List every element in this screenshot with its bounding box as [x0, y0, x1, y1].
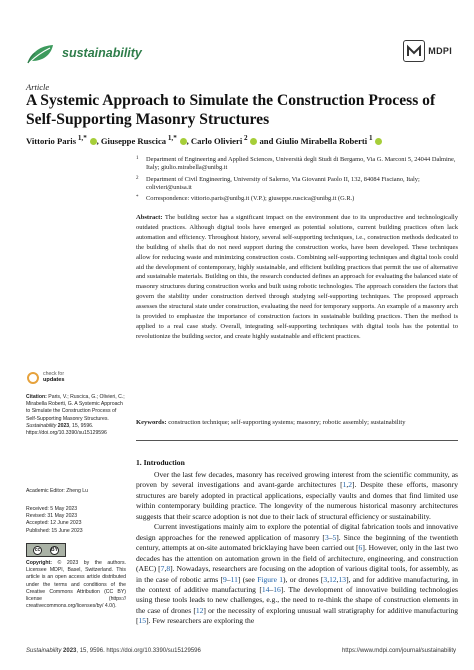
citation-text: Paris, V.; Ruscica, G.; Olivieri, C.; Mirabella Roberti, G. A Systemic Approach to Simulate the Construction Process of Self-Supporting Masonry Structures.: [26, 394, 125, 422]
keywords: [136, 418, 458, 427]
citation-link[interactable]: 16: [273, 584, 281, 594]
abstract-label: Abstract:: [136, 214, 163, 221]
footer-citation: [26, 648, 201, 654]
body-text: ), or drones [: [283, 574, 324, 584]
journal-logo[interactable]: [26, 42, 142, 64]
author-mark: 1,*: [76, 134, 89, 142]
article-title: A Systemic Approach to Simulate the Construction Process of Self-Supporting Masonry Structures: [26, 92, 436, 128]
leaf-icon: [26, 42, 56, 64]
body-text: ]. Since the beginning of the twentieth century, attempts at on-site automated bricklaying have been carried out [: [136, 532, 459, 553]
author-name[interactable]: Giuseppe Ruscica: [100, 135, 167, 146]
citation-link[interactable]: Figure 1: [257, 574, 284, 584]
affiliation: [136, 156, 456, 173]
date-revised: Revised: 31 May 2023: [26, 513, 78, 520]
body-text: –: [269, 584, 274, 594]
author-name[interactable]: Carlo Olivieri: [190, 135, 243, 146]
orcid-icon[interactable]: [90, 138, 97, 145]
citation-link[interactable]: 6: [358, 543, 363, 553]
keywords-label: Keywords:: [136, 419, 167, 426]
publisher-logo[interactable]: [403, 40, 452, 62]
citation-link[interactable]: 15: [138, 616, 147, 626]
check-for-updates[interactable]: [27, 372, 64, 384]
check-updates-line1: check for: [43, 371, 65, 378]
body-text: Over the last few decades, masonry has received growing interest from the scientific community, as proven by several investigations and avant-garde architectures [: [136, 470, 458, 490]
body-text: ]. However, only in the last two decades has the attention on automation grown in the field of architecture, engineering, and construction (AEC) [: [136, 543, 458, 574]
paragraph: [136, 470, 458, 522]
body-text: ] or the necessity of exploring unusual wall stratigraphy for additive manufacturing [: [136, 605, 458, 626]
body-text: ]. Nowadays, researchers are focusing on the adoption of various digital tools, for assembly, as in the case of robotic arms [: [136, 564, 458, 584]
divider: [136, 440, 458, 441]
affiliation-text: Department of Civil Engineering, University of Salerno, Via Giovanni Paolo II, 132, 84084 Fisciano, Italy; colivieri@unisa.it: [146, 175, 420, 191]
date-published: Published: 15 June 2023: [26, 527, 83, 534]
abstract-text: The building sector has a significant impact on the environment due to its unproductive and technologically outdated practices. Although digital tools have emerged as potential solutions, current building practices often lack automation and efficiency. Throughout history, several self-supporting techniques, i.e., construction methods dedicated to the building of shells that do not need support during the construction works, have been developed. These techniques allow for reducing waste and minimizing construction costs. Combining self-supporting techniques and digital tools could aid the development of contemporary, highly sustainable, and efficient building practices that permit the use of alternative and sustainable materials. Building on this, the research conducted defines an approach for evaluating the balanced state of masonry structures during construction works and built using robotic technologies. The approach considers the factors that govern the stability under construction derived through studying self-supporting techniques. The proposed approach assesses the structural state under construction, evaluating the need for temporary supports. An example of a masonry arch is provided to emphasize the importance of construction factors in sustainable building practices. Then the method is applied to a real case study. Overall, integrating self-supporting techniques with digital tools has the potential to revolutionize the building sector, and create highly sustainable and efficient practices.: [136, 214, 458, 340]
citation-doi[interactable]: , 15, 9596. https://doi.org/10.3390/su15129596: [26, 422, 107, 437]
body-text: Current investigations mainly aim to explore the potential of digital fabrication tools and innovative design approaches for the renewed application of masonry [: [136, 522, 458, 542]
keywords-text: construction technique; self-supporting systems; masonry; robotic assembly; sustainability: [168, 419, 406, 426]
affiliations: [136, 156, 456, 206]
date-accepted: Accepted: 12 June 2023: [26, 520, 82, 527]
citation-link[interactable]: 12: [195, 605, 204, 615]
copyright-label: Copyright:: [26, 560, 52, 566]
academic-editor: Academic Editor: Zheng Lu: [26, 488, 89, 494]
citation-link[interactable]: 1: [342, 480, 347, 490]
body-text: ]. Despite these efforts, masonry structures are barely adopted in practical applications, especially vaults and domes that find limited use within contemporary building practice. The longevity of the numerous historical masonry architectures suggests that their scarce adoption is not due to their lack of structural efficiency or sustainability.: [136, 480, 458, 521]
affiliation-mark: *: [136, 195, 139, 201]
citation-link[interactable]: 12: [329, 574, 337, 584]
section-heading: 1. Introduction: [136, 458, 185, 467]
body-text: ], and for additive manufacturing, in the context of additive manufacturing [: [136, 574, 458, 594]
affiliation-mark: 1: [136, 156, 139, 161]
citation-link[interactable]: 9: [223, 574, 227, 584]
body-text: ,: [164, 564, 167, 574]
author-separator: ,: [96, 135, 101, 146]
body-text: ]. The development of innovative building technologies using these tools leads to new challenges, e.g., the need to re-think the shape of construction elements in the case of drones [: [136, 584, 458, 615]
footer-year: 2023: [63, 648, 77, 654]
body-text: ]. Few researchers are exploring the: [146, 616, 255, 626]
body-text: ,: [327, 574, 330, 584]
author-mark: 1,*: [166, 134, 179, 142]
check-updates-icon: [27, 372, 39, 384]
author-name[interactable]: Vittorio Paris: [26, 135, 77, 146]
check-updates-line2: updates: [43, 377, 65, 383]
body-text: –: [328, 532, 333, 542]
citation-label: Citation:: [26, 394, 47, 400]
author-list: [26, 134, 456, 146]
citation-link[interactable]: 3: [323, 574, 328, 584]
page-footer: [26, 648, 456, 654]
correspondence: [136, 195, 456, 203]
copyright-block: [26, 543, 126, 610]
date-received: Received: 5 May 2023: [26, 506, 78, 512]
affiliation-text: Department of Engineering and Applied Sciences, Università degli Studi di Bergamo, Via G. Marconi 5, 24044 Dalmine, Italy; giulio.mirabella@unibg.it: [146, 156, 456, 172]
by-icon: BY: [51, 546, 58, 553]
author-mark: 2: [242, 134, 250, 142]
paragraph: [136, 522, 458, 627]
mdpi-icon: [403, 40, 425, 62]
copyright-text: © 2023 by the authors. Licensee MDPI, Basel, Switzerland. This article is an open access article distributed under the terms and conditions of the Creative Commons Attribution (CC BY) license (https:// creativecommons.org/licenses/by/ 4.0/).: [26, 560, 126, 610]
author-separator: and: [257, 135, 276, 146]
introduction-body: [136, 470, 458, 627]
cc-icon: cc: [34, 546, 41, 553]
publication-dates: [26, 506, 126, 535]
footer-url[interactable]: https://www.mdpi.com/journal/sustainability: [341, 648, 456, 654]
citation-link[interactable]: 5: [332, 532, 337, 542]
citation-link[interactable]: 14: [261, 584, 270, 594]
citation-journal: Sustainability: [26, 422, 57, 429]
orcid-icon[interactable]: [180, 138, 187, 145]
article-type: Article: [26, 82, 50, 92]
citation-link[interactable]: 8: [166, 564, 171, 574]
abstract: [136, 213, 458, 342]
citation-link[interactable]: 3: [324, 532, 329, 542]
cc-by-license-icon[interactable]: [26, 543, 66, 557]
footer-journal: Sustainability: [26, 648, 62, 654]
publisher-name: MDPI: [428, 46, 452, 56]
correspondence-text: Correspondence: vittorio.paris@unibg.it (V.P.); giuseppe.ruscica@unibg.it (G.R.): [146, 195, 355, 203]
affiliation: [136, 176, 456, 193]
citation-link[interactable]: 2: [348, 480, 353, 490]
journal-name: sustainability: [62, 46, 142, 60]
orcid-icon[interactable]: [375, 138, 382, 145]
body-text: –: [226, 574, 231, 584]
author-mark: 1: [367, 134, 375, 142]
citation-block: [26, 394, 126, 437]
body-text: ,: [346, 480, 349, 490]
body-text: ] (see: [237, 574, 258, 584]
citation-link[interactable]: 11: [230, 574, 238, 584]
footer-doi[interactable]: , 15, 9596. https://doi.org/10.3390/su15129596: [76, 648, 201, 654]
citation-link[interactable]: 13: [338, 574, 347, 584]
affiliation-mark: 2: [136, 175, 139, 181]
author-name[interactable]: Giulio Mirabella Roberti: [275, 135, 368, 146]
author-separator: ,: [186, 135, 191, 146]
body-text: ,: [336, 574, 339, 584]
citation-link[interactable]: 7: [160, 564, 165, 574]
citation-year: 2023: [57, 422, 70, 429]
